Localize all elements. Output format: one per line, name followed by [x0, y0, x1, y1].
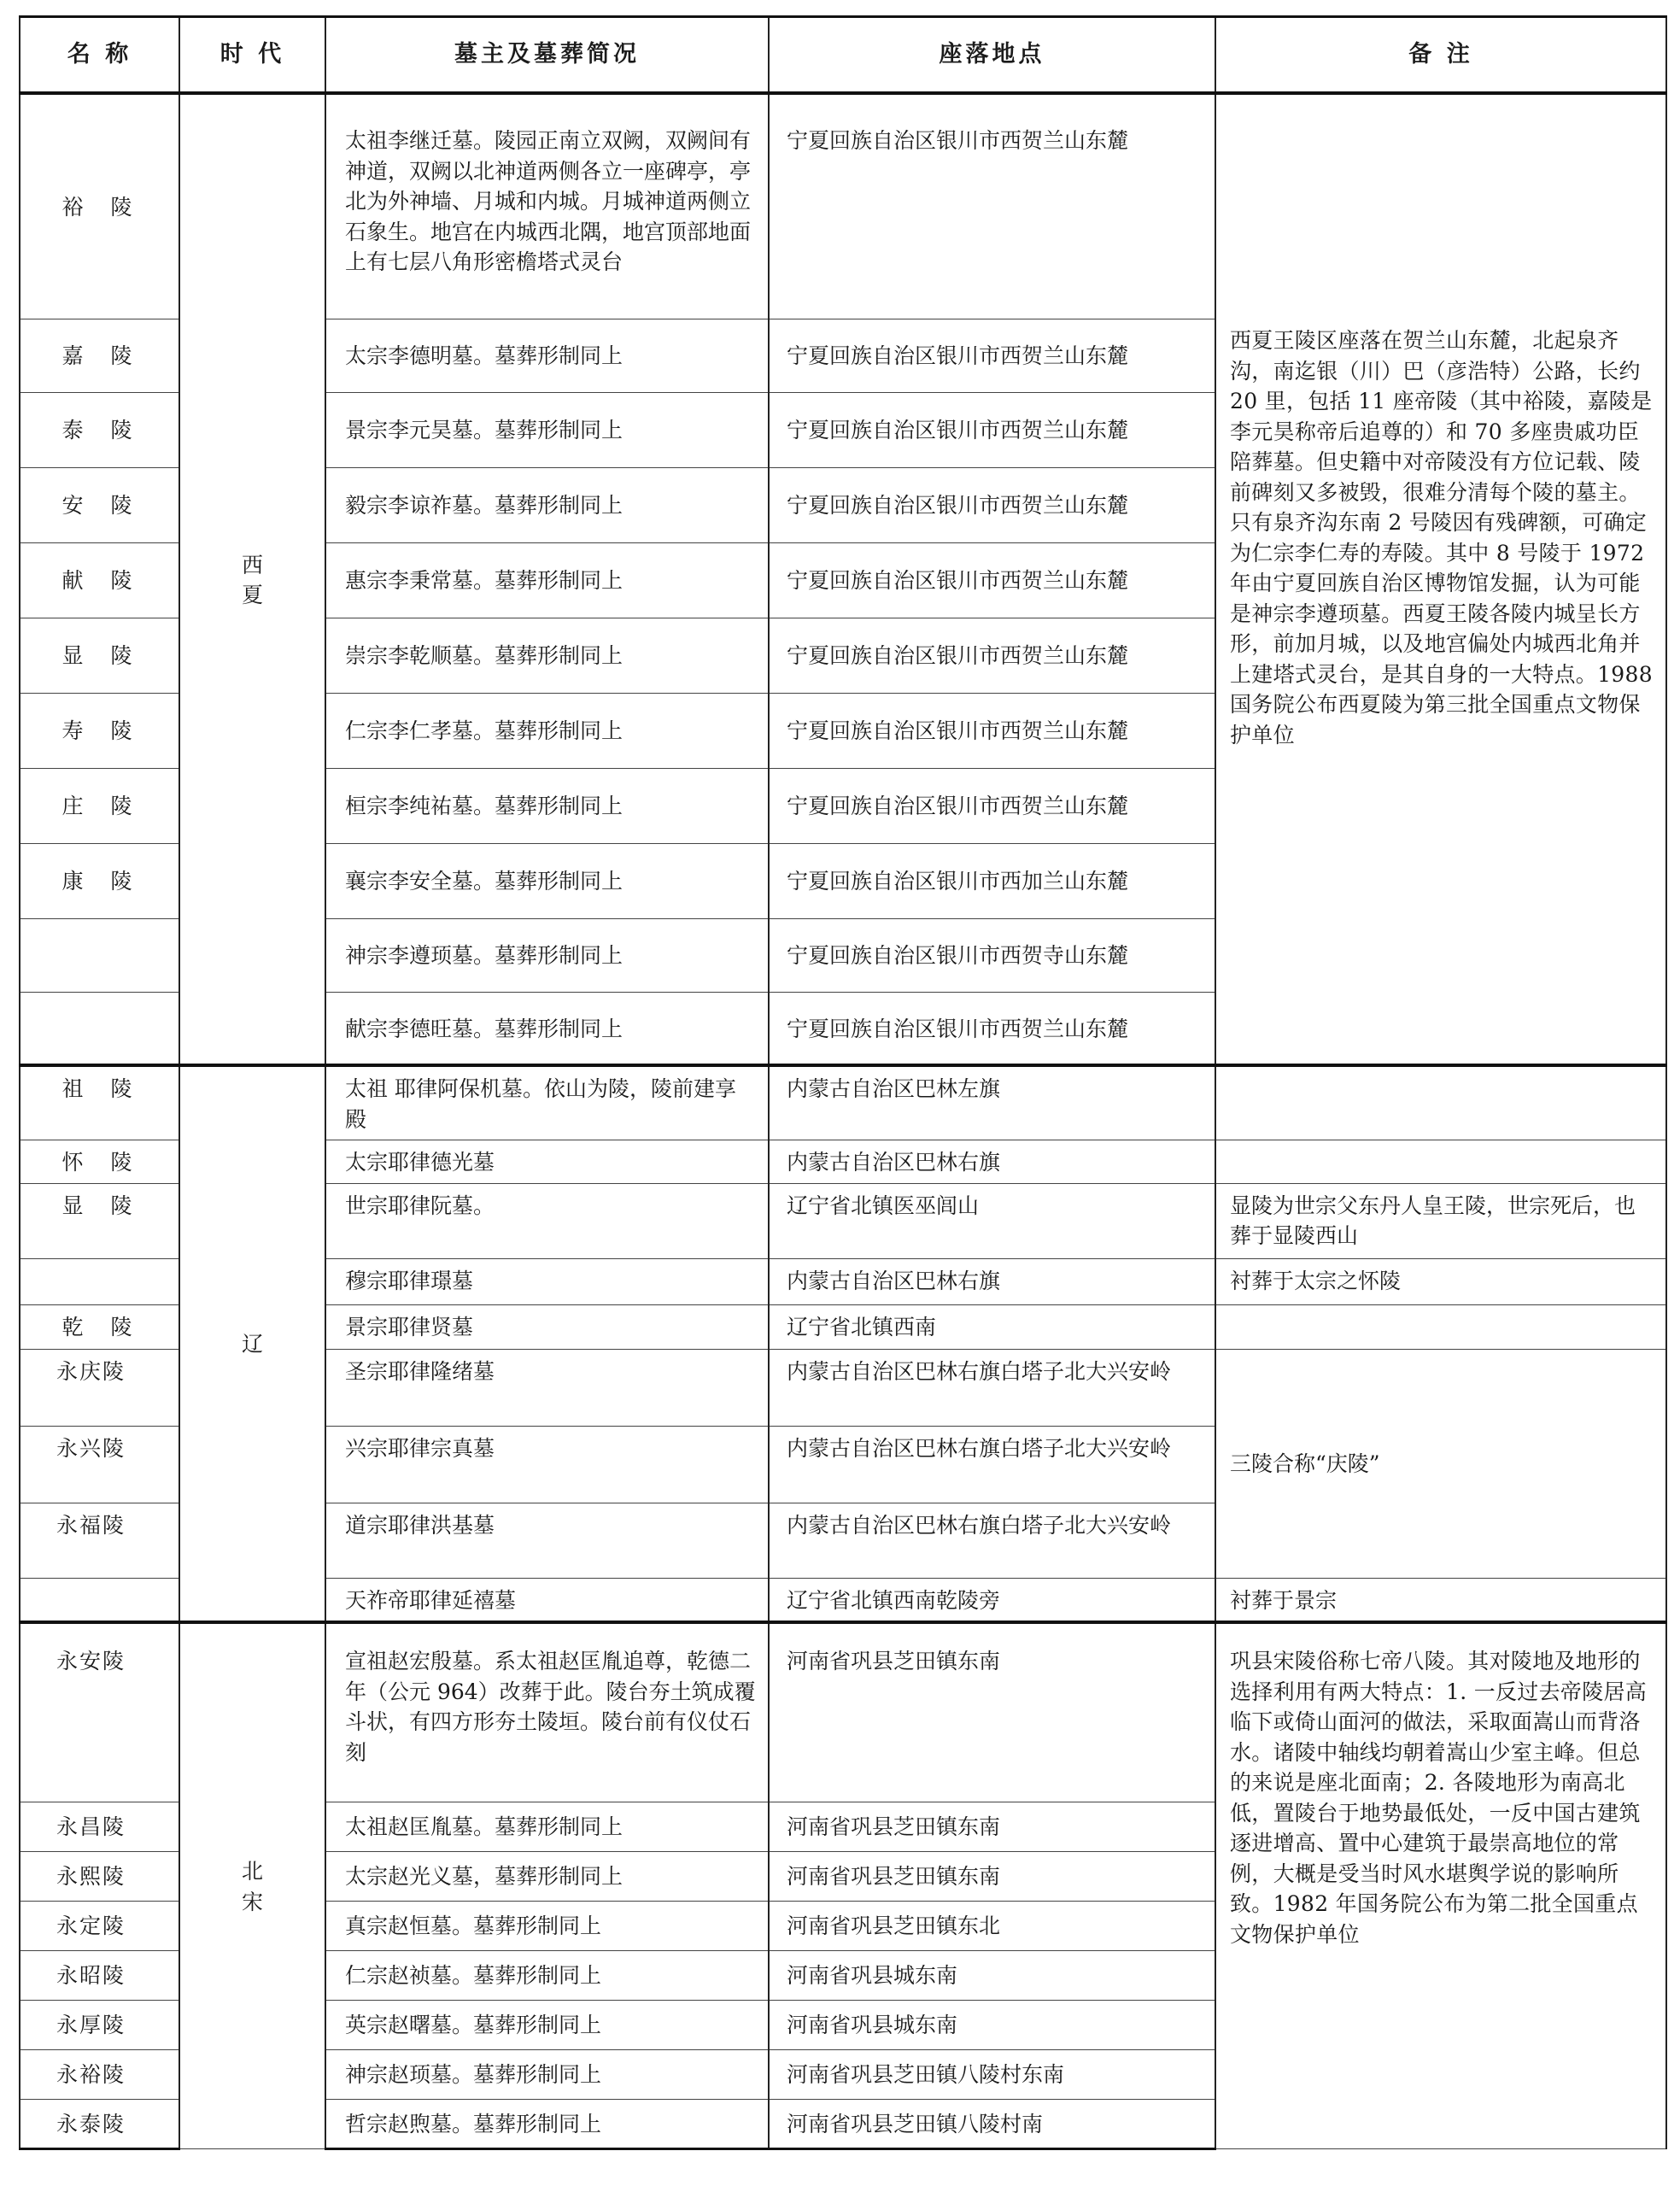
tomb-name: 裕 陵 — [20, 93, 179, 319]
tomb-location: 河南省巩县芝田镇东南 — [769, 1802, 1215, 1851]
tomb-name: 永裕陵 — [20, 2049, 179, 2099]
tomb-location: 宁夏回族自治区银川市西贺兰山东麓 — [769, 467, 1215, 542]
table-row — [20, 1622, 1666, 1802]
era-cell: 辽 — [179, 1065, 325, 1622]
imperial-tombs-table — [19, 15, 1667, 2150]
col-header-name: 名 称 — [20, 17, 179, 94]
tomb-description: 桓宗李纯祐墓。墓葬形制同上 — [325, 768, 769, 843]
tomb-name: 康 陵 — [20, 843, 179, 918]
tomb-location: 内蒙古自治区巴林右旗 — [769, 1258, 1215, 1304]
tomb-name — [20, 918, 179, 992]
tomb-location: 辽宁省北镇医巫闾山 — [769, 1183, 1215, 1258]
tomb-description: 天祚帝耶律延禧墓 — [325, 1578, 769, 1622]
tomb-description: 世宗耶律阮墓。 — [325, 1183, 769, 1258]
tomb-location: 河南省巩县芝田镇东南 — [769, 1851, 1215, 1901]
tomb-name: 永定陵 — [20, 1901, 179, 1950]
tomb-description: 真宗赵恒墓。墓葬形制同上 — [325, 1901, 769, 1950]
tomb-location: 内蒙古自治区巴林右旗 — [769, 1140, 1215, 1184]
tomb-name: 永安陵 — [20, 1622, 179, 1802]
tomb-name: 永熙陵 — [20, 1851, 179, 1901]
table-row — [20, 93, 1666, 319]
tomb-description: 神宗李遵顼墓。墓葬形制同上 — [325, 918, 769, 992]
tomb-name: 祖 陵 — [20, 1065, 179, 1140]
tomb-location: 宁夏回族自治区银川市西贺兰山东麓 — [769, 392, 1215, 467]
tomb-name: 永昌陵 — [20, 1802, 179, 1851]
col-header-description: 墓主及墓葬简况 — [325, 17, 769, 94]
tomb-location: 宁夏回族自治区银川市西加兰山东麓 — [769, 843, 1215, 918]
tomb-description: 神宗赵顼墓。墓葬形制同上 — [325, 2049, 769, 2099]
tomb-name — [20, 1258, 179, 1304]
col-header-location: 座落地点 — [769, 17, 1215, 94]
tomb-location: 辽宁省北镇西南乾陵旁 — [769, 1578, 1215, 1622]
tomb-name: 献 陵 — [20, 542, 179, 618]
tomb-location: 宁夏回族自治区银川市西贺兰山东麓 — [769, 93, 1215, 319]
era-cell: 西 夏 — [179, 93, 325, 1065]
tomb-remark — [1215, 1304, 1666, 1349]
table-row — [20, 1065, 1666, 1140]
tomb-description: 宣祖赵宏殷墓。系太祖赵匡胤追尊，乾德二年（公元 964）改葬于此。陵台夯土筑成覆斗状，有四方形夯土陵垣。陵台前有仪仗石刻 — [325, 1622, 769, 1802]
tomb-location: 河南省巩县城东南 — [769, 2000, 1215, 2049]
col-header-remarks: 备 注 — [1215, 17, 1666, 94]
tomb-description: 仁宗赵祯墓。墓葬形制同上 — [325, 1950, 769, 2000]
remarks-xixia: 西夏王陵区座落在贺兰山东麓，北起泉齐沟，南迄银（川）巴（彦浩特）公路，长约 20 里，包括 11 座帝陵（其中裕陵，嘉陵是李元昊称帝后追尊的）和 70 多座贵戚功臣陪葬墓。但史籍中对帝陵没有方位记载、陵前碑刻又多被毁，很难分清每个陵的墓主。只有泉齐沟东南 2 号陵因有残碑额，可确定为仁宗李仁寿的寿陵。其中 8 号陵于 1972 年由宁夏回族自治区博物馆发掘，认为可能是神宗李遵顼墓。西夏王陵各陵内城呈长方形，前加月城，以及地宫偏处内城西北角并上建塔式灵台，是其自身的一大特点。1988 国务院公布西夏陵为第三批全国重点文物保护单位 — [1215, 93, 1666, 1065]
tomb-name: 泰 陵 — [20, 392, 179, 467]
tomb-description: 太祖 耶律阿保机墓。依山为陵，陵前建享殿 — [325, 1065, 769, 1140]
tomb-location: 河南省巩县芝田镇八陵村南 — [769, 2099, 1215, 2148]
tomb-location: 河南省巩县城东南 — [769, 1950, 1215, 2000]
tomb-name: 显 陵 — [20, 1183, 179, 1258]
tomb-name: 安 陵 — [20, 467, 179, 542]
remarks-song: 巩县宋陵俗称七帝八陵。其对陵地及地形的选择利用有两大特点：1. 一反过去帝陵居高临下或倚山面河的做法，采取面嵩山而背洛水。诸陵中轴线均朝着嵩山少室主峰。但总的来说是座北面南；2. 各陵地形为南高北低，置陵台于地势最低处，一反中国古建筑逐进增高、置中心建筑于最崇高地位的常例，大概是受当时风水堪舆学说的影响所致。1982 年国务院公布为第二批全国重点文物保护单位 — [1215, 1622, 1666, 2148]
tomb-description: 仁宗李仁孝墓。墓葬形制同上 — [325, 693, 769, 768]
tomb-remark: 显陵为世宗父东丹人皇王陵，世宗死后，也葬于显陵西山 — [1215, 1183, 1666, 1258]
tomb-description: 献宗李德旺墓。墓葬形制同上 — [325, 992, 769, 1065]
tomb-description: 崇宗李乾顺墓。墓葬形制同上 — [325, 618, 769, 693]
tomb-description: 圣宗耶律隆绪墓 — [325, 1349, 769, 1426]
tomb-location: 宁夏回族自治区银川市西贺兰山东麓 — [769, 768, 1215, 843]
tomb-name: 寿 陵 — [20, 693, 179, 768]
tomb-description: 穆宗耶律璟墓 — [325, 1258, 769, 1304]
tomb-description: 惠宗李秉常墓。墓葬形制同上 — [325, 542, 769, 618]
tomb-name: 永昭陵 — [20, 1950, 179, 2000]
tomb-name — [20, 992, 179, 1065]
tomb-description: 太宗赵光义墓，墓葬形制同上 — [325, 1851, 769, 1901]
tomb-remark: 衬葬于太宗之怀陵 — [1215, 1258, 1666, 1304]
header-row — [20, 17, 1666, 94]
tomb-remark — [1215, 1065, 1666, 1140]
tomb-name — [20, 1578, 179, 1622]
tomb-name: 永庆陵 — [20, 1349, 179, 1426]
tomb-description: 景宗李元昊墓。墓葬形制同上 — [325, 392, 769, 467]
col-header-era: 时 代 — [179, 17, 325, 94]
era-cell: 北 宋 — [179, 1622, 325, 2148]
tomb-remark — [1215, 1140, 1666, 1184]
tomb-name: 乾 陵 — [20, 1304, 179, 1349]
tomb-location: 宁夏回族自治区银川市西贺寺山东麓 — [769, 918, 1215, 992]
tomb-name: 永福陵 — [20, 1503, 179, 1578]
tomb-location: 河南省巩县芝田镇东北 — [769, 1901, 1215, 1950]
tomb-name: 庄 陵 — [20, 768, 179, 843]
tomb-description: 襄宗李安全墓。墓葬形制同上 — [325, 843, 769, 918]
tomb-location: 河南省巩县芝田镇八陵村东南 — [769, 2049, 1215, 2099]
tomb-location: 宁夏回族自治区银川市西贺兰山东麓 — [769, 992, 1215, 1065]
tomb-name: 嘉 陵 — [20, 319, 179, 392]
tomb-location: 内蒙古自治区巴林右旗白塔子北大兴安岭 — [769, 1426, 1215, 1503]
tomb-description: 兴宗耶律宗真墓 — [325, 1426, 769, 1503]
tomb-description: 景宗耶律贤墓 — [325, 1304, 769, 1349]
tomb-location: 内蒙古自治区巴林左旗 — [769, 1065, 1215, 1140]
tomb-location: 内蒙古自治区巴林右旗白塔子北大兴安岭 — [769, 1349, 1215, 1426]
tomb-description: 太祖赵匡胤墓。墓葬形制同上 — [325, 1802, 769, 1851]
tomb-location: 河南省巩县芝田镇东南 — [769, 1622, 1215, 1802]
tomb-description: 英宗赵曙墓。墓葬形制同上 — [325, 2000, 769, 2049]
tomb-description: 太宗李德明墓。墓葬形制同上 — [325, 319, 769, 392]
tomb-name: 怀 陵 — [20, 1140, 179, 1184]
tomb-location: 辽宁省北镇西南 — [769, 1304, 1215, 1349]
tomb-name: 永泰陵 — [20, 2099, 179, 2148]
tomb-description: 哲宗赵煦墓。墓葬形制同上 — [325, 2099, 769, 2148]
tomb-location: 宁夏回族自治区银川市西贺兰山东麓 — [769, 319, 1215, 392]
tomb-description: 毅宗李谅祚墓。墓葬形制同上 — [325, 467, 769, 542]
remarks-qingling: 三陵合称“庆陵” — [1215, 1349, 1666, 1578]
tomb-name: 显 陵 — [20, 618, 179, 693]
tomb-description: 道宗耶律洪基墓 — [325, 1503, 769, 1578]
tomb-location: 宁夏回族自治区银川市西贺兰山东麓 — [769, 542, 1215, 618]
tomb-name: 永兴陵 — [20, 1426, 179, 1503]
tomb-name: 永厚陵 — [20, 2000, 179, 2049]
tomb-location: 宁夏回族自治区银川市西贺兰山东麓 — [769, 618, 1215, 693]
tomb-description: 太宗耶律德光墓 — [325, 1140, 769, 1184]
tomb-location: 宁夏回族自治区银川市西贺兰山东麓 — [769, 693, 1215, 768]
tomb-location: 内蒙古自治区巴林右旗白塔子北大兴安岭 — [769, 1503, 1215, 1578]
tomb-description: 太祖李继迁墓。陵园正南立双阙，双阙间有神道，双阙以北神道两侧各立一座碑亭，亭北为外神墙、月城和内城。月城神道两侧立石象生。地宫在内城西北隅，地宫顶部地面上有七层八角形密檐塔式灵台 — [325, 93, 769, 319]
tomb-remark: 衬葬于景宗 — [1215, 1578, 1666, 1622]
